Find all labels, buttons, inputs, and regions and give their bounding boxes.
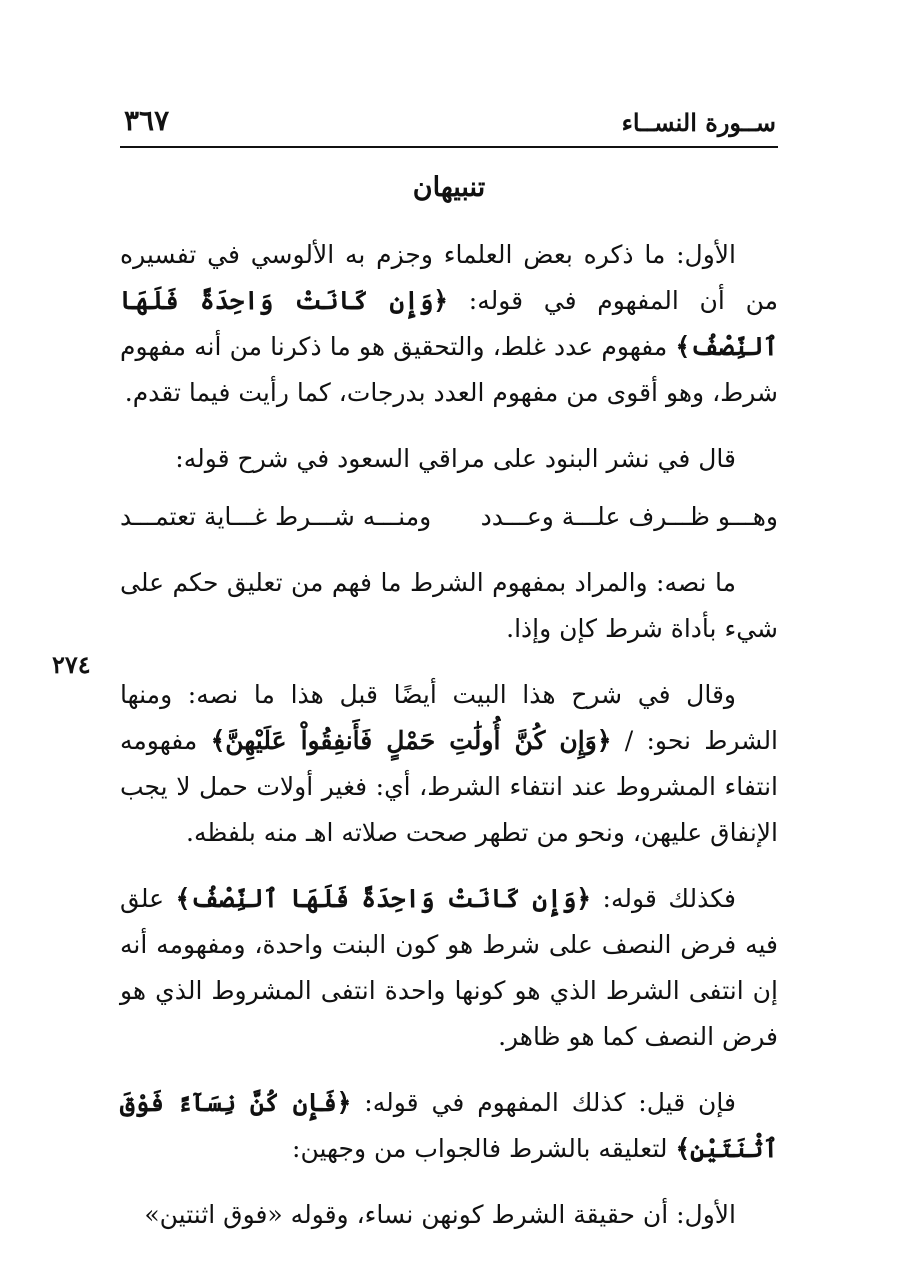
paragraph-text: لتعليقه بالشرط فالجواب من وجهين:: [292, 1134, 676, 1163]
paragraph-condition-example: [120, 672, 778, 856]
page-number: ٣٦٧: [124, 104, 170, 137]
paragraph-condition-definition: ما نصه: والمراد بمفهوم الشرط ما فهم من تعليق حكم على شيء بأداة شرط كإن وإذا.: [120, 568, 778, 643]
paragraph-text: الأول: ما ذكره بعض العلماء وجزم به الألوسي في تفسيره من أن المفهوم في قوله:: [120, 240, 778, 315]
paragraph-text: فإن قيل: كذلك المفهوم في قوله:: [351, 1088, 736, 1117]
paragraph-text: علق فيه فرض النصف على شرط هو كون البنت واحدة، ومفهومه أنه إن انتفى الشرط الذي هو كونها واحدة انتفى المشروط الذي هو فرض النصف كما هو ظاهر.: [120, 884, 778, 1051]
margin-page-reference: ٢٧٤: [52, 650, 91, 679]
running-header: [120, 102, 778, 148]
section-title: تنبيهان: [412, 172, 486, 203]
quran-verse: ﴿وَإِن كَانَتْ وَاحِدَةً فَلَهَا ٱلنِّصْفُ﴾: [120, 286, 778, 361]
book-page: [120, 0, 778, 1271]
paragraph-text: وقال في شرح هذا البيت أيضًا قبل هذا ما نصه: ومنها الشرط نحو: /: [120, 680, 779, 755]
paragraph-objection: [120, 1080, 778, 1172]
verse-first-hemistich: وهـــو ظـــرف علـــة وعـــدد: [480, 502, 778, 531]
poetry-verse: [120, 494, 778, 540]
paragraph-first-answer: الأول: أن حقيقة الشرط كونهن نساء، وقوله «فوق اثنتين»: [144, 1200, 736, 1229]
surah-name: ســورة النســاء: [621, 108, 776, 137]
paragraph-quote-intro: قال في نشر البنود على مراقي السعود في شرح قوله:: [175, 444, 736, 473]
verse-second-hemistich: ومنـــه شـــرط غـــاية تعتمـــد: [120, 502, 432, 531]
paragraph-text: مفهوم عدد غلط، والتحقيق هو ما ذكرنا من أنه مفهوم شرط، وهو أقوى من مفهوم العدد بدرجات، كما رأيت فيما تقدم.: [120, 332, 778, 407]
paragraph-first-note: [120, 232, 778, 416]
quran-verse: ﴿فَإِن كُنَّ نِسَآءً فَوْقَ ٱثْنَتَيْنِ﴾: [120, 1088, 778, 1163]
quran-verse: ﴿وَإِن كَانَتْ وَاحِدَةً فَلَهَا ٱلنِّصْفُ﴾: [175, 884, 592, 913]
paragraph-text: مفهومه انتفاء المشروط عند انتفاء الشرط، أي: فغير أولات حمل لا يجب الإنفاق عليهن، ونحو من تطهر صحت صلاته اهـ منه بلفظه.: [120, 726, 778, 847]
paragraph-text: فكذلك قوله:: [591, 884, 736, 913]
paragraph-half-share: [120, 876, 778, 1060]
body-text: [120, 232, 778, 1238]
quran-verse: ﴿وَإِن كُنَّ أُولَٰتِ حَمْلٍ فَأَنفِقُواْ عَلَيْهِنَّ﴾: [210, 726, 612, 755]
